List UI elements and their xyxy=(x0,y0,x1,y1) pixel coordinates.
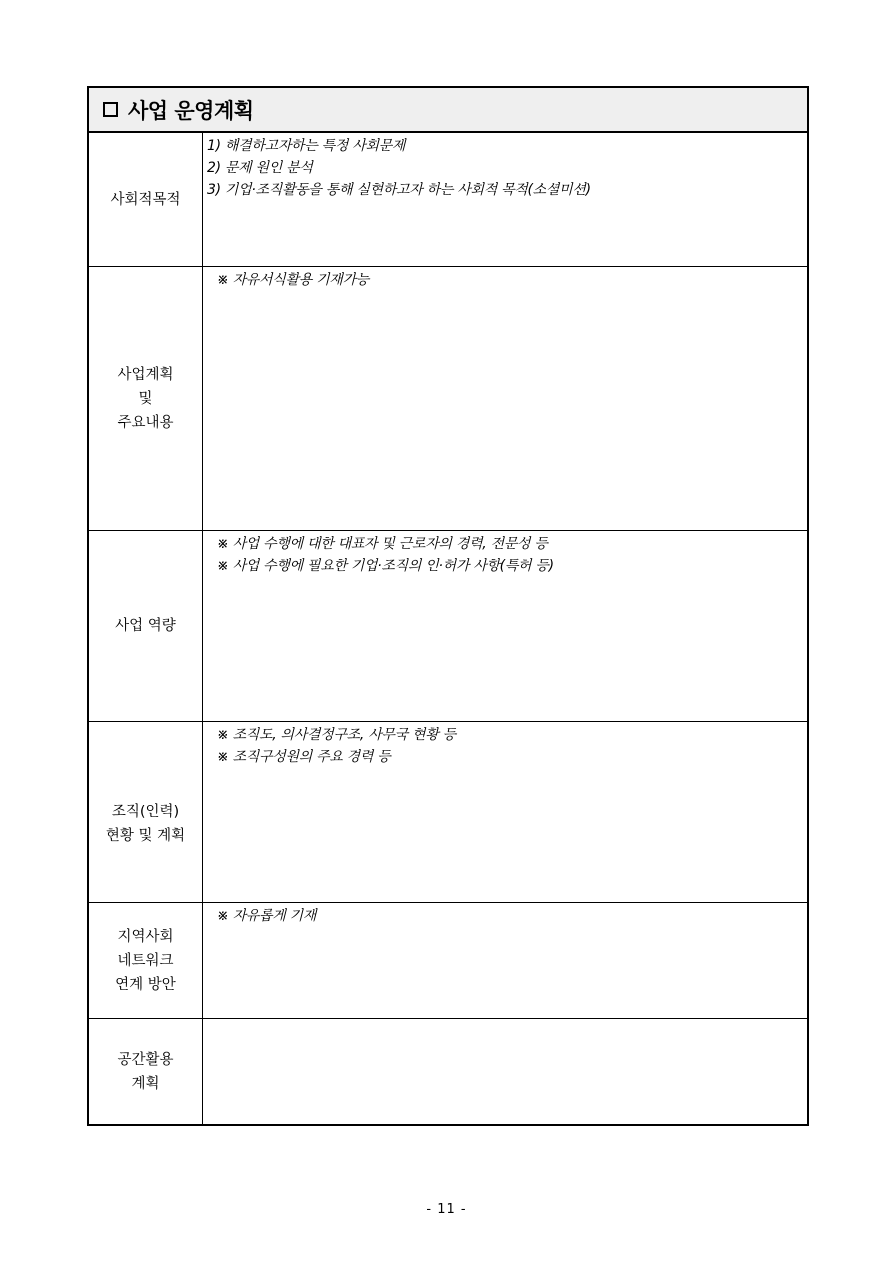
section-header xyxy=(89,88,807,133)
row-label xyxy=(89,531,203,721)
page-number: - 11 - xyxy=(426,1202,467,1217)
row-label-line: 주요내용 xyxy=(117,414,174,431)
guide-text: 2) 문제 원인 분석 xyxy=(207,160,313,176)
row-label-line: 네트워크 xyxy=(117,952,174,969)
row-label xyxy=(89,133,203,266)
row-label xyxy=(89,267,203,530)
content-area-space-utilization[interactable] xyxy=(203,1019,807,1124)
content-area-social-purpose[interactable] xyxy=(203,133,807,266)
guide-text: ※ 조직구성원의 주요 경력 등 xyxy=(217,749,391,765)
row-label xyxy=(89,903,203,1018)
checkbox-square-icon xyxy=(103,102,118,117)
row-label-line: 및 xyxy=(138,390,153,407)
row-label xyxy=(89,722,203,902)
row-business-plan xyxy=(89,266,807,530)
row-label xyxy=(89,1019,203,1124)
guide-text: ※ 조직도, 의사결정구조, 사무국 현황 등 xyxy=(217,727,456,743)
row-label-line: 사업 역량 xyxy=(115,618,176,634)
row-business-capability xyxy=(89,530,807,721)
row-label-line: 계획 xyxy=(131,1075,160,1092)
business-plan-form xyxy=(87,86,809,1126)
row-social-purpose xyxy=(89,133,807,266)
row-label-line: 조직(인력) xyxy=(111,804,180,820)
section-title: 사업 운영계획 xyxy=(128,98,254,123)
row-organization-status xyxy=(89,721,807,902)
row-label-line: 공간활용 xyxy=(117,1051,174,1068)
guide-text: ※ 사업 수행에 대한 대표자 및 근로자의 경력, 전문성 등 xyxy=(217,536,548,552)
row-label-line: 현황 및 계획 xyxy=(105,828,186,844)
content-area-organization-status[interactable] xyxy=(203,722,807,902)
content-area-business-capability[interactable] xyxy=(203,531,807,721)
guide-text: ※ 자유서식활용 기재가능 xyxy=(217,272,369,288)
row-label-line: 연계 방안 xyxy=(115,976,176,993)
guide-text: ※ 자유롭게 기재 xyxy=(217,908,317,924)
content-area-community-network[interactable] xyxy=(203,903,807,1018)
row-space-utilization xyxy=(89,1018,807,1124)
row-label-line: 지역사회 xyxy=(117,928,174,945)
row-community-network xyxy=(89,902,807,1018)
row-label-line: 사업계획 xyxy=(117,366,174,383)
guide-text: 3) 기업·조직활동을 통해 실현하고자 하는 사회적 목적(소셜미션) xyxy=(207,182,591,198)
row-label-line: 사회적목적 xyxy=(110,191,181,208)
guide-text: 1) 해결하고자하는 특정 사회문제 xyxy=(207,138,406,154)
content-area-business-plan[interactable] xyxy=(203,267,807,530)
guide-text: ※ 사업 수행에 필요한 기업·조직의 인·허가 사항(특허 등) xyxy=(217,558,554,574)
